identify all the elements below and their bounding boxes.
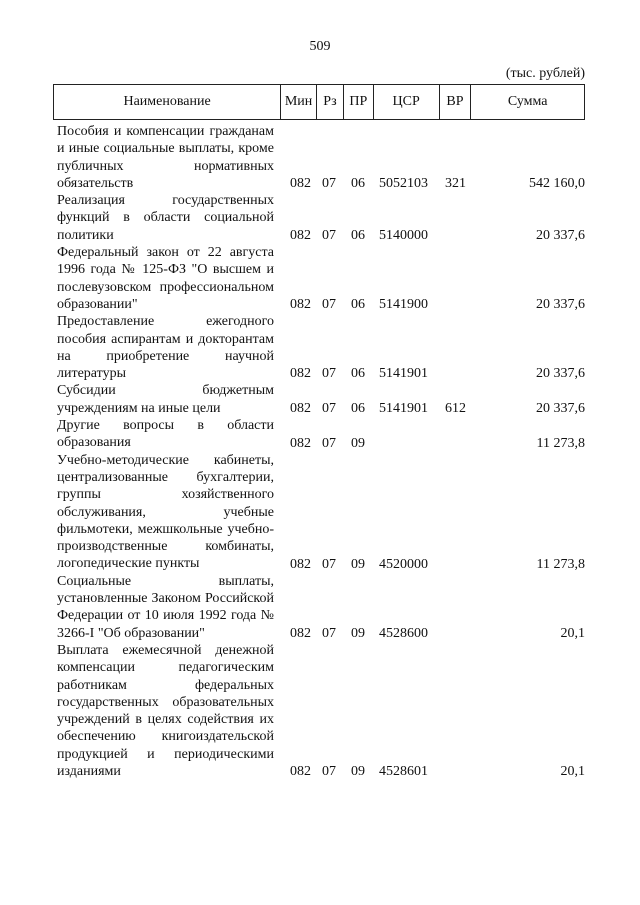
row-sum: 11 273,8 — [536, 556, 585, 572]
row-min: 082 — [290, 176, 311, 192]
row-rz: 07 — [322, 366, 336, 382]
row-pr: 06 — [351, 228, 365, 244]
row-min: 082 — [290, 556, 311, 572]
row-pr: 06 — [351, 366, 365, 382]
row-pr: 09 — [351, 764, 365, 780]
row-pr: 09 — [351, 625, 365, 641]
table-header — [53, 84, 585, 120]
header-vr: ВР — [440, 85, 472, 119]
row-name: Социальные выплаты, установленные Законом Российской Федерации от 10 июля 1992 года № 3266-I "Об образовании" — [57, 573, 274, 641]
table-row — [57, 452, 585, 573]
row-pr: 06 — [351, 176, 365, 192]
row-rz: 07 — [322, 764, 336, 780]
row-sum: 20,1 — [560, 625, 585, 641]
row-sum: 20 337,6 — [536, 297, 585, 313]
table-row — [57, 382, 585, 417]
row-min: 082 — [290, 366, 311, 382]
header-rz: Рз — [317, 85, 344, 119]
header-csr: ЦСР — [374, 85, 440, 119]
row-rz: 07 — [322, 435, 336, 451]
table-row — [57, 123, 585, 192]
row-sum: 20,1 — [560, 764, 585, 780]
table-row — [57, 244, 585, 313]
row-name: Реализация государственных функций в области социальной политики — [57, 193, 274, 243]
row-min: 082 — [290, 435, 311, 451]
row-csr — [379, 435, 445, 452]
row-csr: 5141901 — [379, 366, 428, 382]
row-csr: 4528600 — [379, 625, 428, 641]
header-name: Наименование — [54, 85, 281, 119]
row-vr — [445, 556, 475, 573]
row-min: 082 — [290, 228, 311, 244]
page-number: 509 — [309, 39, 331, 54]
row-vr — [445, 435, 475, 452]
row-name: Пособия и компенсации гражданам и иные социальные выплаты, кроме публичных нормативных обязательств — [57, 124, 274, 191]
row-name: Учебно-методические кабинеты, централизованные бухгалтерии, группы хозяйственного обслуживания, учебные фильмотеки, межшкольные учебно-производственные комбинаты, логопедические пункты — [57, 452, 274, 572]
row-csr: 4520000 — [379, 556, 428, 572]
row-vr — [445, 763, 475, 780]
table-body — [57, 123, 585, 780]
row-vr: 321 — [445, 176, 466, 192]
row-rz: 07 — [322, 401, 336, 417]
header-sum: Сумма — [507, 94, 548, 109]
row-vr — [445, 227, 475, 244]
row-sum: 20 337,6 — [536, 228, 585, 244]
row-rz: 07 — [322, 228, 336, 244]
row-min: 082 — [290, 764, 311, 780]
row-name: Предоставление ежегодного пособия аспирантам и докторантам на приобретение научной литературы — [57, 314, 274, 382]
row-vr — [445, 625, 475, 642]
row-csr: 5140000 — [379, 228, 428, 244]
row-pr: 09 — [351, 556, 365, 572]
row-pr: 09 — [351, 435, 365, 451]
header-min: Мин — [281, 85, 317, 119]
row-pr: 06 — [351, 401, 365, 417]
table-row — [57, 573, 585, 642]
row-name: Субсидии бюджетным учреждениям на иные цели — [57, 383, 274, 416]
row-sum: 542 160,0 — [529, 176, 585, 192]
row-sum: 11 273,8 — [536, 435, 585, 451]
row-rz: 07 — [322, 556, 336, 572]
row-name: Выплата ежемесячной денежной компенсации педагогическим работникам федеральных государственных образовательных учреждений в целях содействия их обеспечению книгоиздательской продукцией и периодическими изданиями — [57, 642, 274, 779]
row-sum: 20 337,6 — [536, 401, 585, 417]
table-row — [57, 642, 585, 780]
row-csr: 5141900 — [379, 297, 428, 313]
row-csr: 5052103 — [379, 176, 428, 192]
row-sum: 20 337,6 — [536, 366, 585, 382]
row-rz: 07 — [322, 625, 336, 641]
row-min: 082 — [290, 297, 311, 313]
row-rz: 07 — [322, 297, 336, 313]
table-row — [57, 417, 585, 452]
row-csr: 5141901 — [379, 401, 428, 417]
row-vr — [445, 296, 475, 313]
row-pr: 06 — [351, 297, 365, 313]
row-min: 082 — [290, 625, 311, 641]
row-rz: 07 — [322, 176, 336, 192]
row-vr — [445, 365, 475, 382]
table-row — [57, 192, 585, 244]
row-csr: 4528601 — [379, 764, 428, 780]
units-label: (тыс. рублей) — [505, 66, 585, 81]
table-row — [57, 313, 585, 382]
row-name: Федеральный закон от 22 августа 1996 года № 125-ФЗ "О высшем и послевузовском профессиональном образовании" — [57, 245, 274, 312]
row-name: Другие вопросы в области образования — [57, 418, 274, 451]
row-vr: 612 — [445, 401, 466, 417]
header-pr: ПР — [344, 85, 374, 119]
row-min: 082 — [290, 401, 311, 417]
